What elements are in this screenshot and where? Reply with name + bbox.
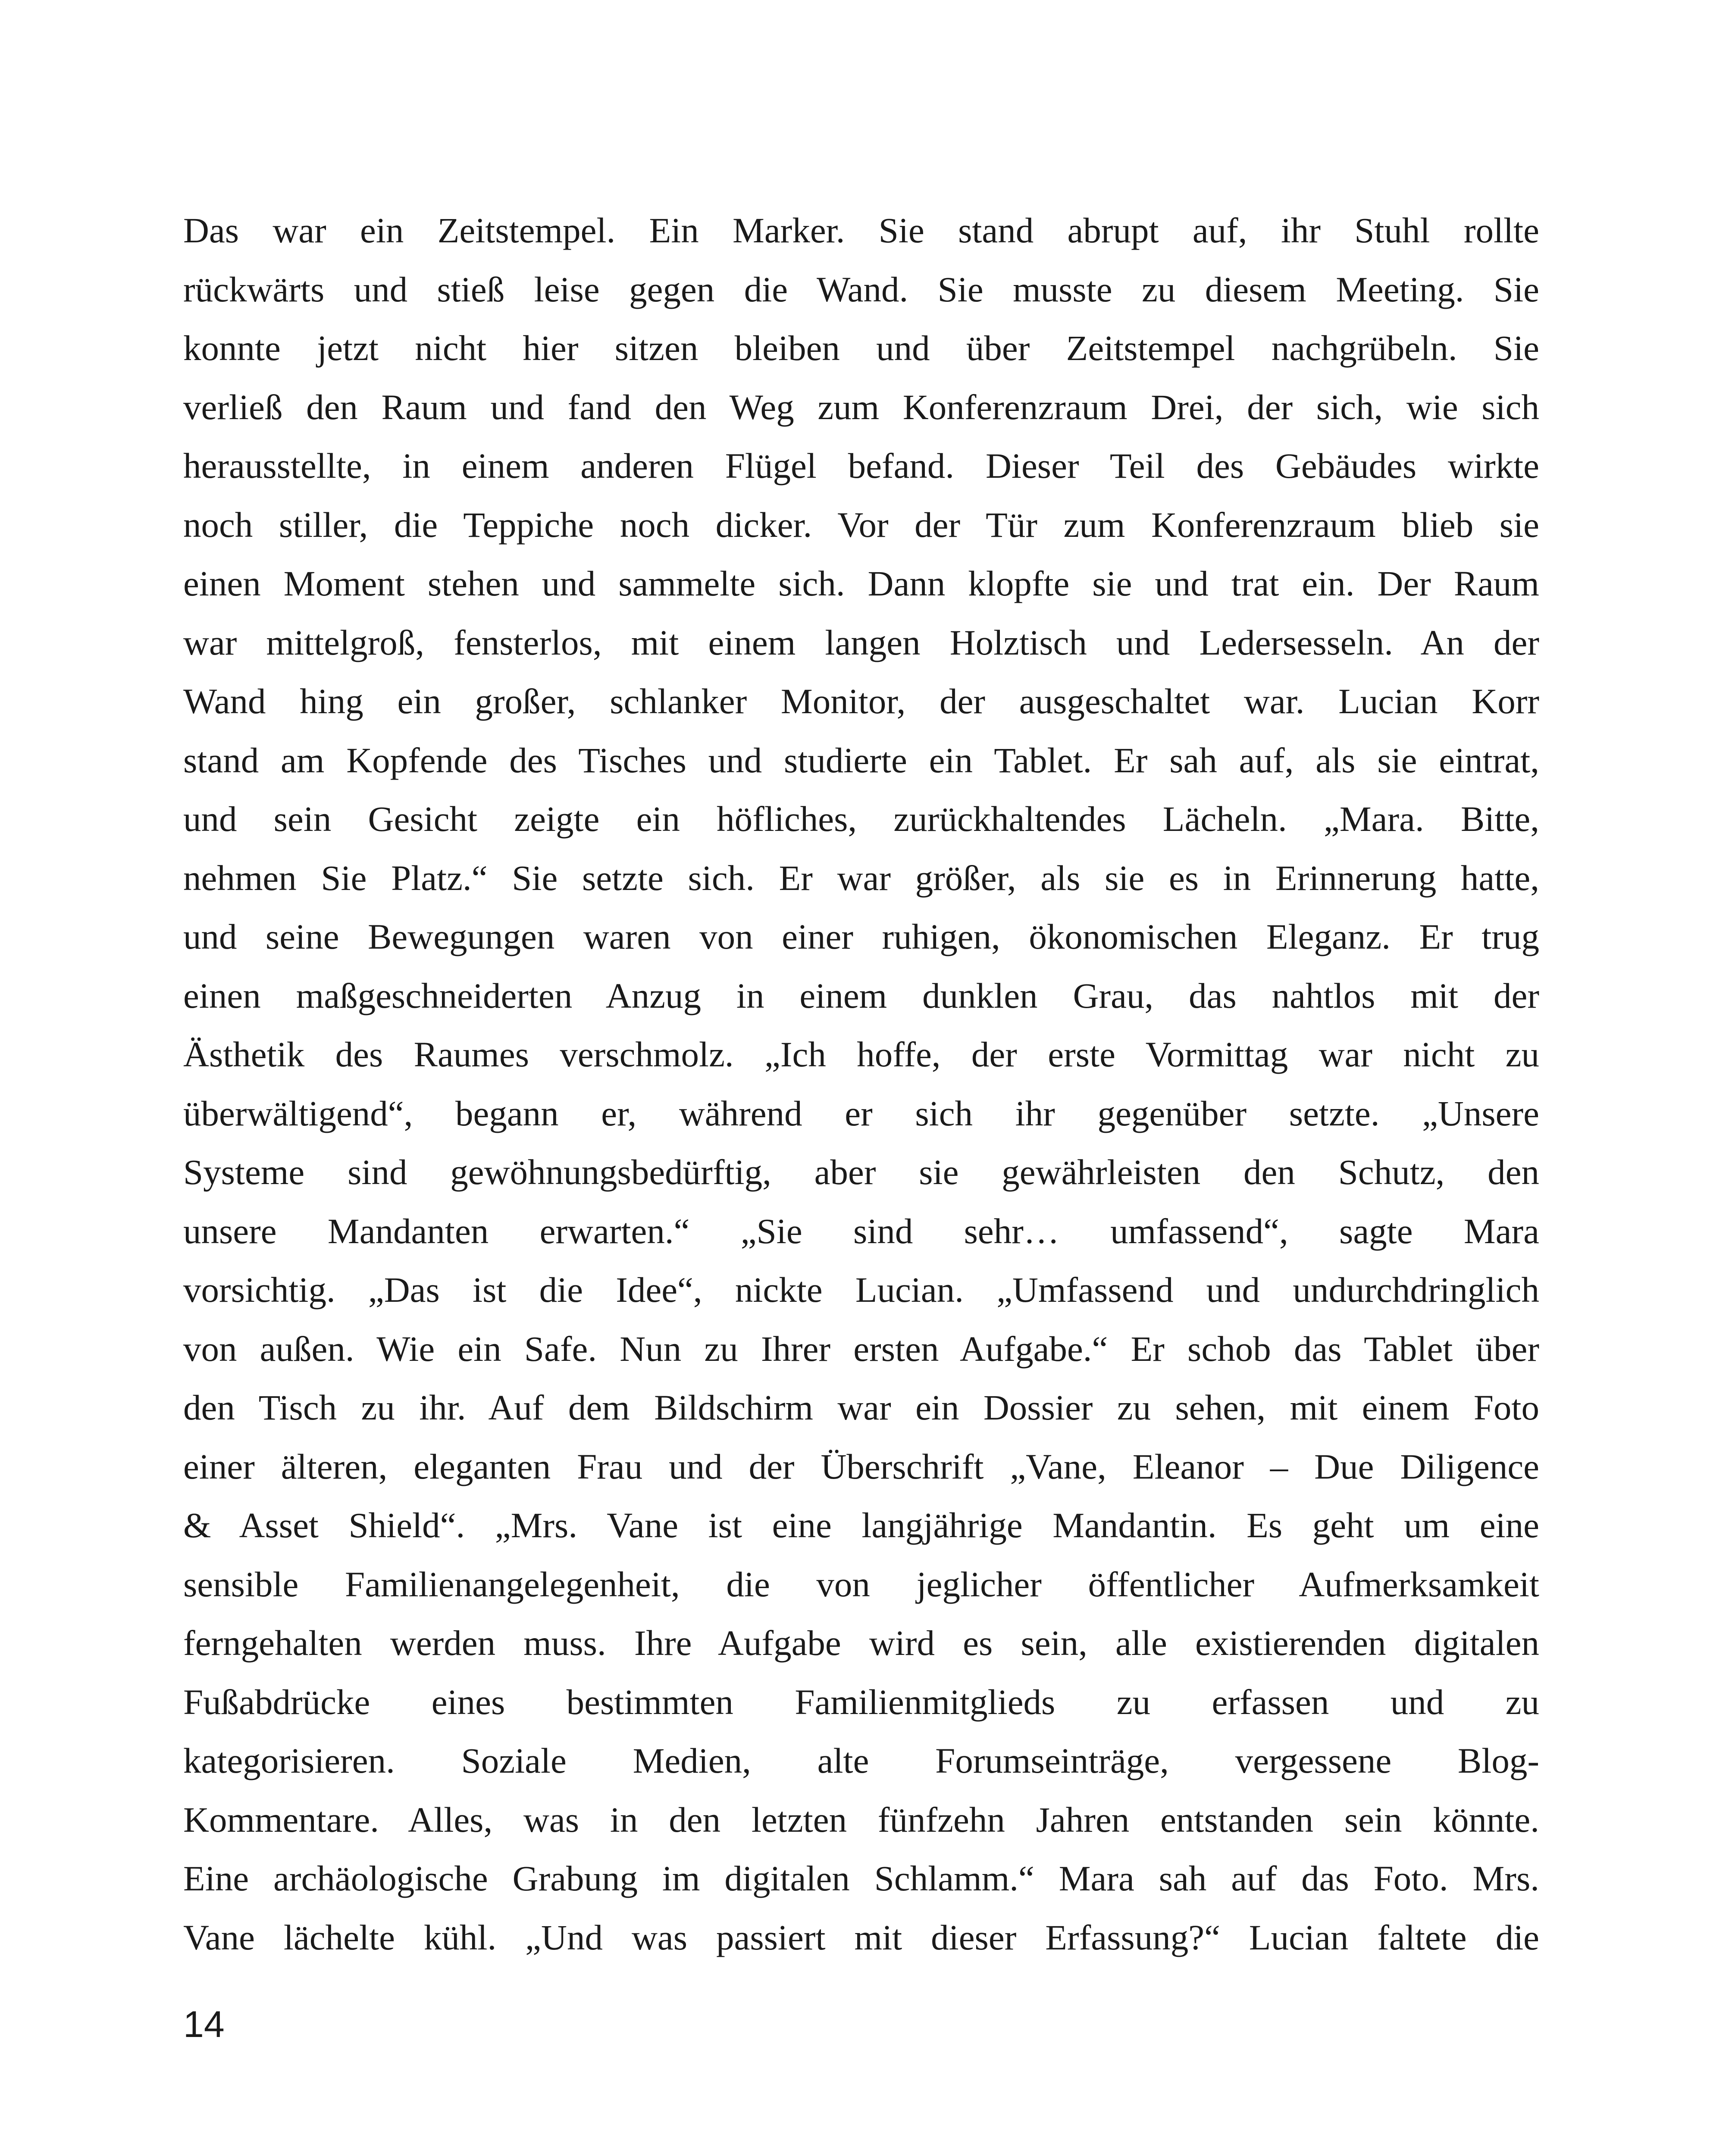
text-line: & Asset Shield“. „Mrs. Vane ist eine langjährige Mandantin. Es geht um eine	[183, 1505, 1539, 1545]
text-line: konnte jetzt nicht hier sitzen bleiben und über Zeitstempel nachgrübeln. Sie	[183, 328, 1539, 368]
text-line: Wand hing ein großer, schlanker Monitor, der ausgeschaltet war. Lucian Korr	[183, 681, 1539, 721]
text-line: nehmen Sie Platz.“ Sie setzte sich. Er war größer, als sie es in Erinnerung hatte,	[183, 858, 1539, 898]
body-text	[183, 201, 1539, 1967]
text-line: einen Moment stehen und sammelte sich. Dann klopfte sie und trat ein. Der Raum	[183, 564, 1539, 603]
text-line: Fußabdrücke eines bestimmten Familienmitglieds zu erfassen und zu	[183, 1682, 1539, 1722]
text-line: Eine archäologische Grabung im digitalen Schlamm.“ Mara sah auf das Foto. Mrs.	[183, 1858, 1539, 1898]
text-line: stand am Kopfende des Tisches und studierte ein Tablet. Er sah auf, als sie eintrat,	[183, 740, 1539, 780]
text-line: einer älteren, eleganten Frau und der Überschrift „Vane, Eleanor – Due Diligence	[183, 1446, 1539, 1486]
text-line: war mittelgroß, fensterlos, mit einem langen Holztisch und Ledersesseln. An der	[183, 622, 1539, 662]
text-line: rückwärts und stieß leise gegen die Wand. Sie musste zu diesem Meeting. Sie	[183, 269, 1539, 309]
text-line: verließ den Raum und fand den Weg zum Konferenzraum Drei, der sich, wie sich	[183, 387, 1539, 427]
text-line: Systeme sind gewöhnungsbedürftig, aber sie gewährleisten den Schutz, den	[183, 1152, 1539, 1192]
text-line: und sein Gesicht zeigte ein höfliches, zurückhaltendes Lächeln. „Mara. Bitte,	[183, 799, 1539, 839]
text-line: Kommentare. Alles, was in den letzten fünfzehn Jahren entstanden sein könnte.	[183, 1799, 1539, 1839]
text-line: einen maßgeschneiderten Anzug in einem dunklen Grau, das nahtlos mit der	[183, 975, 1539, 1015]
text-line: kategorisieren. Soziale Medien, alte Forumseinträge, vergessene Blog-	[183, 1741, 1539, 1780]
text-line: ferngehalten werden muss. Ihre Aufgabe wird es sein, alle existierenden digitalen	[183, 1623, 1539, 1663]
page-number: 14	[183, 2004, 225, 2045]
text-line: den Tisch zu ihr. Auf dem Bildschirm war ein Dossier zu sehen, mit einem Foto	[183, 1388, 1539, 1427]
text-line: Das war ein Zeitstempel. Ein Marker. Sie stand abrupt auf, ihr Stuhl rollte	[183, 210, 1539, 250]
text-line: sensible Familienangelegenheit, die von jeglicher öffentlicher Aufmerksamkeit	[183, 1564, 1539, 1604]
text-line: herausstellte, in einem anderen Flügel befand. Dieser Teil des Gebäudes wirkte	[183, 446, 1539, 486]
text-line: Ästhetik des Raumes verschmolz. „Ich hoffe, der erste Vormittag war nicht zu	[183, 1034, 1539, 1074]
text-line: überwältigend“, begann er, während er sich ihr gegenüber setzte. „Unsere	[183, 1093, 1539, 1133]
text-line: unsere Mandanten erwarten.“ „Sie sind sehr… umfassend“, sagte Mara	[183, 1211, 1539, 1251]
text-line: und seine Bewegungen waren von einer ruhigen, ökonomischen Eleganz. Er trug	[183, 917, 1539, 956]
text-line: Vane lächelte kühl. „Und was passiert mit dieser Erfassung?“ Lucian faltete die	[183, 1917, 1539, 1957]
text-line: von außen. Wie ein Safe. Nun zu Ihrer ersten Aufgabe.“ Er schob das Tablet über	[183, 1329, 1539, 1369]
text-line: vorsichtig. „Das ist die Idee“, nickte Lucian. „Umfassend und undurchdringlich	[183, 1270, 1539, 1310]
text-line: noch stiller, die Teppiche noch dicker. Vor der Tür zum Konferenzraum blieb sie	[183, 505, 1539, 545]
